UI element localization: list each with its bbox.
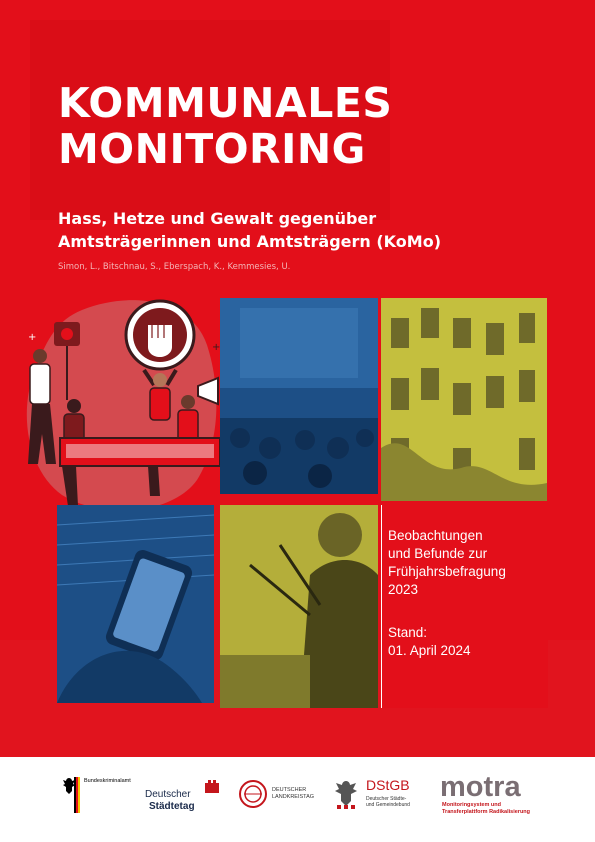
landkreistag-line: LANDKREISTAG xyxy=(272,794,315,800)
motra-name: motra xyxy=(440,771,521,803)
report-date xyxy=(388,624,471,660)
landkreistag-emblem xyxy=(238,779,268,809)
date-label: Stand: xyxy=(388,625,428,640)
motra-subline: Monitoringsystem und xyxy=(442,802,501,808)
report-subtitle xyxy=(58,207,441,253)
protest-banner-inner xyxy=(66,444,214,458)
bka-name: Bundeskriminalamt xyxy=(84,778,131,784)
photo-audience xyxy=(220,298,378,494)
dstgb-subline: Deutscher Städte- xyxy=(366,796,407,802)
person-head xyxy=(153,373,167,387)
photo-speaker xyxy=(220,505,378,708)
date-value: 01. April 2024 xyxy=(388,643,471,658)
photo-building xyxy=(381,298,547,501)
description-line: 2023 xyxy=(388,582,419,597)
dstgb-logo xyxy=(333,777,428,819)
subtitle-line: Amtsträgerinnen und Amtsträgern (KoMo) xyxy=(58,232,442,251)
person-head xyxy=(67,399,81,413)
title-line: KOMMUNALES xyxy=(58,79,393,127)
staedtetag-line: Städtetag xyxy=(149,801,195,812)
dstgb-subline: und Gemeindebund xyxy=(366,802,410,808)
staedtetag-logo xyxy=(145,777,225,817)
camera-lens xyxy=(61,328,73,340)
person-body xyxy=(30,364,50,404)
dstgb-name: DStGB xyxy=(366,777,410,793)
motra-logo xyxy=(440,771,550,821)
person-body xyxy=(150,388,170,420)
subtitle-line: Hass, Hetze und Gewalt gegenüber xyxy=(58,209,377,228)
person-head xyxy=(33,349,47,363)
person-head xyxy=(181,395,195,409)
photo-smartphone xyxy=(57,505,214,703)
eagle-icon xyxy=(333,779,359,809)
bka-logo xyxy=(62,777,137,817)
staedtetag-line: Deutscher xyxy=(145,789,191,800)
svg-text:+: + xyxy=(28,332,37,343)
motra-subline: Transferplattform Radikalisierung xyxy=(442,809,531,815)
landkreistag-line: DEUTSCHER xyxy=(272,787,307,793)
description-line: Frühjahrsbefragung xyxy=(388,564,506,579)
title-line: MONITORING xyxy=(58,125,366,173)
protest-illustration xyxy=(22,290,222,520)
partner-logos xyxy=(0,757,595,842)
description-line: Beobachtungen xyxy=(388,528,483,543)
crown-icon xyxy=(203,777,221,795)
description-line: und Befunde zur xyxy=(388,546,488,561)
report-title xyxy=(58,80,392,172)
authors-line: Simon, L., Bitschnau, S., Eberspach, K., Kemmesies, U. xyxy=(58,262,291,272)
report-description xyxy=(388,527,506,599)
landkreistag-logo xyxy=(238,779,323,815)
info-box xyxy=(381,505,548,708)
svg-text:+: + xyxy=(212,342,221,353)
